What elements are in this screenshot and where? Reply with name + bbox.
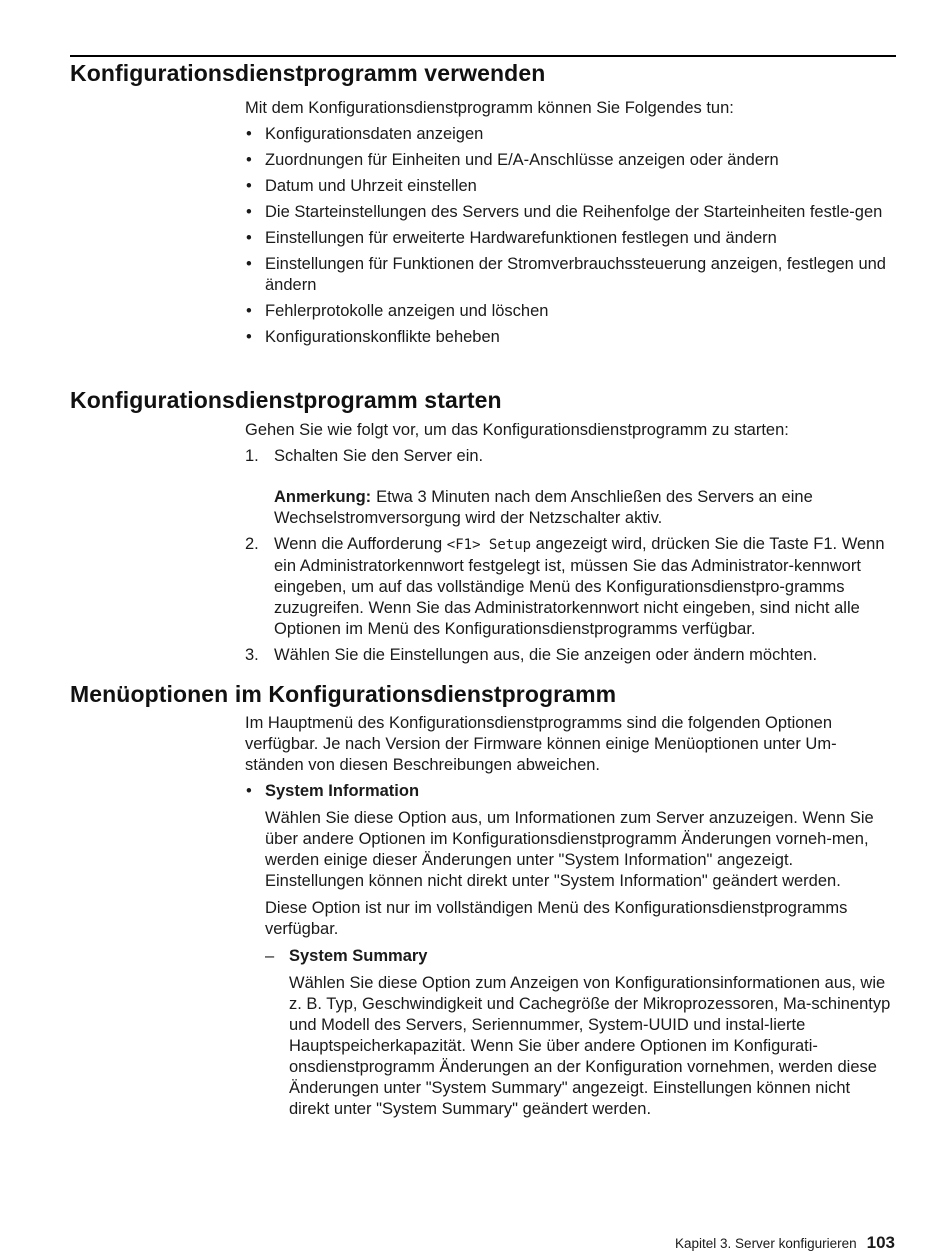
- heading-menu-options: Menüoptionen im Konfigurationsdienstprogramm: [70, 681, 617, 707]
- page-footer: [675, 1233, 895, 1253]
- page-number: 103: [866, 1233, 895, 1252]
- option-item: [245, 781, 895, 1120]
- feature-list: [245, 124, 895, 348]
- heading-using-setup-utility: Konfigurationsdienstprogramm verwenden: [70, 60, 546, 86]
- note-label: Anmerkung:: [274, 488, 372, 506]
- note: [274, 487, 895, 529]
- note-text: Etwa 3 Minuten nach dem Anschließen des Servers an eine Wechselstromversorgung wird der Netzschalter aktiv.: [274, 488, 813, 527]
- step-text: Wählen Sie die Einstellungen aus, die Sie anzeigen oder ändern möchten.: [274, 646, 818, 664]
- list-item: • Fehlerprotokolle anzeigen und löschen: [245, 301, 895, 322]
- step-item: [245, 534, 895, 640]
- top-rule: [70, 55, 896, 57]
- prompt-code: <F1> Setup: [446, 537, 532, 553]
- list-item: • Die Starteinstellungen des Servers und die Reihenfolge der Starteinheiten festle-gen: [245, 202, 895, 223]
- option-description: Wählen Sie diese Option aus, um Informationen zum Server anzuzeigen. Wenn Sie über andere Optionen im Konfigurationsdienstprogramm Änderungen vorneh-men, werden einige dieser Änderungen unter "System Information" angezeigt. Einstellungen können nicht direkt unter "System Information" geändert werden.: [265, 809, 874, 890]
- section-menu-options: [245, 713, 895, 1120]
- option-list: [245, 781, 895, 1120]
- suboption-item: [265, 946, 895, 1120]
- step-number: 2.: [245, 535, 259, 553]
- step-text-before: Wenn die Aufforderung: [274, 535, 447, 553]
- step-item: [245, 645, 895, 666]
- suboption-description: Wählen Sie diese Option zum Anzeigen von Konfigurationsinformationen aus, wie z. B. Typ, Geschwindigkeit und Cachegröße der Mikroprozessoren, Ma-schinentyp und Modell des Servers, Seriennummer, System-UUID und instal-lierte Hauptspeicherkapazität. Wenn Sie über andere Optionen im Konfigurati-onsdienstprogramm Änderungen an der Konfiguration vornehmen, werden diese Änderungen unter "System Summary" angezeigt. Einstellungen können nicht direkt unter "System Summary" geändert werden.: [289, 974, 891, 1118]
- section-using-setup-utility: [245, 98, 895, 348]
- heading-starting-setup-utility: Konfigurationsdienstprogramm starten: [70, 387, 502, 413]
- intro-text: Mit dem Konfigurationsdienstprogramm können Sie Folgendes tun:: [245, 99, 734, 117]
- step-text-after: angezeigt wird, drücken Sie die Taste F1. Wenn ein Administratorkennwort festgelegt ist, müssen Sie das Administrator-kennwort eingeben, um auf das vollständige Menü des Konfigurationsdienstpro-gramms zuzugreifen. Wenn Sie das Administratorkennwort nicht eingeben, sind nicht alle Optionen im Menü des Konfigurationsdienstprogramms verfügbar.: [274, 535, 885, 638]
- step-number: 1.: [245, 447, 259, 465]
- option-availability: Diese Option ist nur im vollständigen Menü des Konfigurationsdienstprogramms verfügbar.: [265, 899, 848, 938]
- option-title: • System Information: [265, 782, 420, 800]
- suboption-list: [265, 946, 895, 1120]
- intro-text: Gehen Sie wie folgt vor, um das Konfigurationsdienstprogramm zu starten:: [245, 421, 789, 439]
- footer-chapter: Kapitel 3. Server konfigurieren: [675, 1236, 857, 1251]
- section-starting-setup-utility: [245, 420, 895, 666]
- list-item: • Konfigurationsdaten anzeigen: [245, 124, 895, 145]
- list-item: • Datum und Uhrzeit einstellen: [245, 176, 895, 197]
- step-number: 3.: [245, 646, 259, 664]
- list-item: • Einstellungen für Funktionen der Stromverbrauchssteuerung anzeigen, festlegen und ändern: [245, 254, 895, 296]
- list-item: • Zuordnungen für Einheiten und E/A-Anschlüsse anzeigen oder ändern: [245, 150, 895, 171]
- step-item: [245, 446, 895, 529]
- step-text: Schalten Sie den Server ein.: [274, 447, 484, 465]
- list-item: • Einstellungen für erweiterte Hardwarefunktionen festlegen und ändern: [245, 228, 895, 249]
- suboption-title: – System Summary: [289, 947, 428, 965]
- steps-list: [245, 446, 895, 666]
- intro-text: Im Hauptmenü des Konfigurationsdienstprogramms sind die folgenden Optionen verfügbar. Je nach Version der Firmware können einige Menüoptionen unter Um-ständen von diesen Beschreibungen abweichen.: [245, 714, 837, 774]
- list-item: • Konfigurationskonflikte beheben: [245, 327, 895, 348]
